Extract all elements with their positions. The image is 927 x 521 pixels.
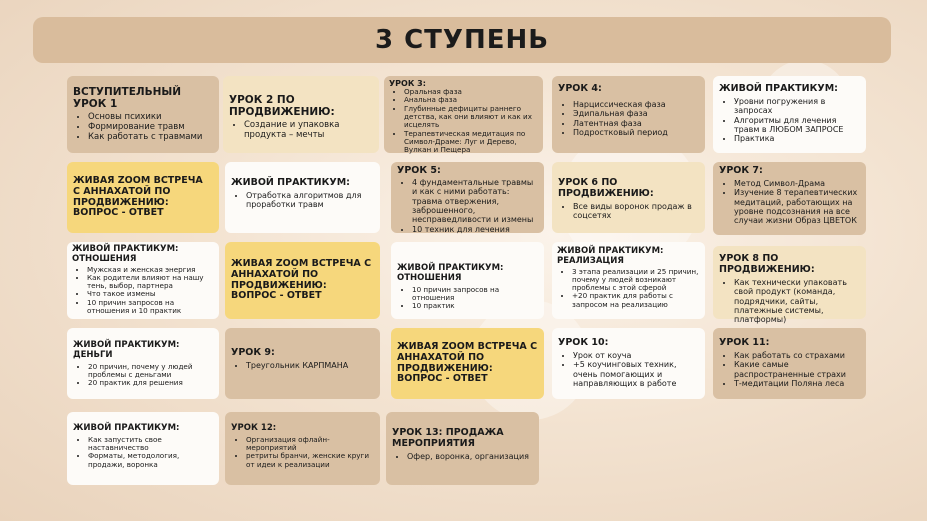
card-title: УРОК 7:	[719, 165, 763, 176]
list-item: • Т-медитации Поляна леса	[734, 379, 860, 388]
lesson-card-21	[67, 412, 219, 485]
card-title: УРОК 12:	[231, 423, 277, 433]
list-item: • Алгоритмы для лечения травм в ЛЮБОМ ЗАПРОСЕ	[734, 116, 860, 135]
list-item: • 10 причин запросов на отношения и 10 практик	[87, 299, 214, 316]
list-item: • Как запустить свое наставничество	[88, 436, 213, 453]
list-item: • Какие самые распространенные страхи	[734, 360, 860, 379]
card-title: УРОК 5:	[397, 165, 441, 176]
lesson-card-23	[386, 412, 539, 485]
list-item: • Что такое измены	[87, 290, 214, 298]
list-item: • Как технически упаковать свой продукт (команда, подрядчики, сайты, платежные системы, платформы)	[734, 278, 860, 325]
list-item: • Формирование травм	[88, 122, 213, 132]
list-item: • Отработка алгоритмов для проработки травм	[246, 191, 374, 210]
card-title: УРОК 3:	[389, 79, 426, 88]
card-title: ЖИВОЙ ПРАКТИКУМ: РЕАЛИЗАЦИЯ	[557, 246, 664, 266]
list-item: • Практика	[734, 134, 860, 143]
list-item: • 20 практик для решения	[88, 379, 213, 387]
list-item: • Организация офлайн-мероприятий	[246, 436, 374, 453]
list-item: • ретриты бранчи, женские круги от идеи к реализации	[246, 452, 374, 469]
list-item: • 10 причин запросов на отношения	[412, 286, 538, 303]
card-title: УРОК 13: ПРОДАЖА МЕРОПРИЯТИЯ	[392, 427, 504, 449]
list-item: • Подростковый период	[573, 128, 699, 137]
page-title: 3 СТУПЕНЬ	[374, 25, 550, 55]
list-item: • Анальна фаза	[404, 96, 538, 104]
lesson-card-16	[67, 328, 219, 399]
list-item: • Терапевтическая медитация по Символ-Драме: Луг и Дерево, Вулкан и Пещера	[404, 130, 538, 155]
list-item: • 4 фундаментальные травмы и как с ними работать: травма отвержения, заброшенного, несправедливости и измены	[412, 178, 538, 225]
lesson-card-3	[384, 76, 543, 153]
lesson-card-14	[552, 242, 705, 319]
list-item: • Нарциссическая фаза	[573, 100, 699, 109]
lesson-card-19	[552, 328, 705, 399]
lesson-card-18	[391, 328, 544, 399]
card-title: ЖИВОЙ ПРАКТИКУМ: ОТНОШЕНИЯ	[397, 263, 504, 283]
list-item: • Изучение 8 терапевтических медитаций, работающих на уровне подсознания на все случаи жизни Образ ЦВЕТОК	[734, 188, 860, 225]
lesson-card-13	[391, 242, 544, 319]
card-title: ЖИВАЯ ZOOM ВСТРЕЧА С АННАХАТОЙ ПО ПРОДВИЖЕНИЮ: ВОПРОС - ОТВЕТ	[397, 340, 538, 385]
card-title: УРОК 4:	[558, 83, 602, 94]
lesson-card-11	[67, 242, 219, 319]
lesson-card-8	[391, 162, 544, 233]
card-title: ЖИВОЙ ПРАКТИКУМ: ОТНОШЕНИЯ	[72, 244, 179, 264]
list-item: • 10 техник для лечения	[412, 225, 538, 234]
lesson-card-22	[225, 412, 380, 485]
list-item: • 3 этапа реализации и 25 причин, почему у людей возникают проблемы с этой сферой	[572, 268, 700, 293]
lesson-card-15	[713, 246, 866, 325]
lesson-card-5	[713, 76, 866, 153]
lesson-card-1	[67, 76, 219, 153]
lesson-card-20	[713, 328, 866, 399]
card-title: УРОК 8 ПО ПРОДВИЖЕНИЮ:	[719, 253, 815, 275]
list-item: • Основы психики	[88, 112, 213, 122]
lesson-card-12	[225, 242, 380, 319]
list-item: • Форматы, методология, продажи, воронка	[88, 452, 213, 469]
list-item: • Как родители влияют на нашу тень, выбор, партнера	[87, 274, 214, 291]
lesson-card-9	[552, 162, 705, 233]
card-title: УРОК 6 ПО ПРОДВИЖЕНИЮ:	[558, 177, 654, 199]
page-title-banner	[33, 17, 891, 63]
list-item: • Мужская и женская энергия	[87, 266, 214, 274]
lesson-card-7	[225, 162, 380, 233]
card-title: ЖИВАЯ ZOOM ВСТРЕЧА С АННАХАТОЙ ПО ПРОДВИЖЕНИЮ: ВОПРОС - ОТВЕТ	[231, 257, 372, 302]
card-title: УРОК 10:	[558, 337, 609, 348]
list-item: • Все виды воронок продаж в соцсетях	[573, 202, 699, 221]
list-item: • Как работать со страхами	[734, 351, 860, 360]
list-item: • Латентная фаза	[573, 119, 699, 128]
card-title: ЖИВОЙ ПРАКТИКУМ:	[719, 83, 838, 94]
list-item: • 20 причин, почему у людей проблемы с деньгами	[88, 363, 213, 380]
list-item: • +5 коучинговых техник, очень помогающих и направляющих в работе	[573, 360, 699, 388]
list-item: • Треугольник КАРПМАНА	[246, 361, 374, 370]
list-item: • Создание и упаковка продукта – мечты	[244, 120, 373, 140]
card-title: ЖИВОЙ ПРАКТИКУМ:	[231, 177, 350, 188]
list-item: • Глубинные дефициты раннего детства, как они влияют и как их исцелять	[404, 105, 538, 130]
card-title: ЖИВОЙ ПРАКТИКУМ:	[73, 423, 180, 433]
lesson-card-4	[552, 76, 705, 153]
list-item: • Метод Символ-Драма	[734, 179, 860, 188]
card-title: ЖИВАЯ ZOOM ВСТРЕЧА С АННАХАТОЙ ПО ПРОДВИЖЕНИЮ: ВОПРОС - ОТВЕТ	[73, 174, 203, 219]
card-title: ВСТУПИТЕЛЬНЫЙ УРОК 1	[73, 86, 182, 111]
lesson-card-2	[223, 76, 379, 153]
card-title: УРОК 9:	[231, 347, 275, 358]
list-item: • Оральная фаза	[404, 88, 538, 96]
lesson-card-6	[67, 162, 219, 233]
list-item: • Уровни погружения в запросах	[734, 97, 860, 116]
list-item: • Эдипальная фаза	[573, 109, 699, 118]
list-item: • Урок от коуча	[573, 351, 699, 360]
card-title: УРОК 11:	[719, 337, 770, 348]
lesson-card-17	[225, 328, 380, 399]
list-item: • Офер, воронка, организация	[407, 452, 533, 461]
card-title: УРОК 2 ПО ПРОДВИЖЕНИЮ:	[229, 94, 335, 119]
card-title: ЖИВОЙ ПРАКТИКУМ: ДЕНЬГИ	[73, 340, 180, 360]
lesson-card-10	[713, 162, 866, 235]
list-item: • +20 практик для работы с запросом на реализацию	[572, 292, 700, 309]
list-item: • 10 практик	[412, 302, 538, 310]
list-item: • Как работать с травмами	[88, 132, 213, 142]
